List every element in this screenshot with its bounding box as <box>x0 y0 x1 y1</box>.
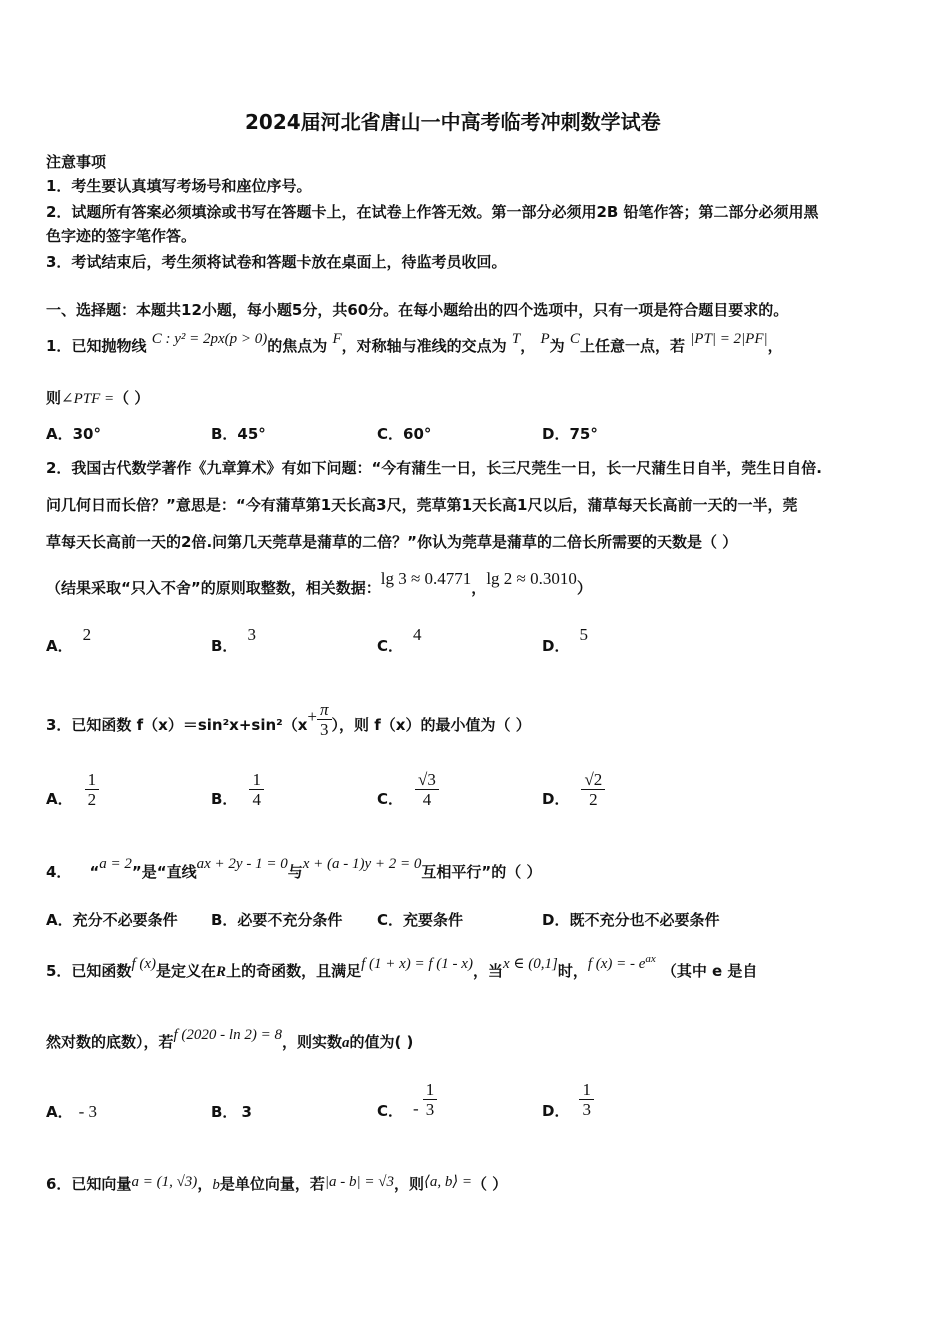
question-4-stem <box>46 856 542 883</box>
question-1-text: 上任意一点，若 <box>579 337 685 355</box>
question-2-text: ， <box>471 579 487 597</box>
question-3-option-c <box>377 770 439 809</box>
option-value: 5 <box>579 625 588 644</box>
option-fraction <box>85 770 100 809</box>
notice-item-2-cont: 色字迹的签字笔作答。 <box>46 227 197 245</box>
fraction-numerator: 1 <box>423 1080 438 1100</box>
option-value: - 3 <box>78 1102 98 1121</box>
fraction-denominator: 2 <box>87 790 97 809</box>
option-label: B． <box>211 637 238 655</box>
function-definition: f (x) = - e <box>587 956 646 972</box>
fraction-denominator: 2 <box>589 790 598 809</box>
domain-interval: x ∈ (0,1] <box>502 956 558 972</box>
question-4-number: 4． <box>46 863 72 881</box>
angle-between-vectors: ⟨a, b⟩ = <box>423 1174 473 1190</box>
focus-F: F <box>332 331 342 347</box>
condition-a-equals-2: a = 2 <box>99 856 132 872</box>
question-2-line-1: 2．我国古代数学著作《九章算术》有如下问题：“今有蒲生一日，长三尺莞生一日，长一尺蒲生日自半，莞生日自倍. <box>46 459 822 477</box>
question-1-text: ， <box>767 337 783 355</box>
option-label: B． <box>211 790 238 808</box>
line-2-equation: x + (a - 1)y + 2 = 0 <box>302 856 422 872</box>
question-6-text: ， <box>197 1175 213 1193</box>
question-5-option-d <box>542 1080 594 1119</box>
fraction-denominator: 3 <box>425 1100 435 1119</box>
page-title: 2024届河北省唐山一中高考临考冲刺数学试卷 <box>245 110 661 134</box>
question-1-text: ，对称轴与准线的交点为 <box>341 337 507 355</box>
fraction-denominator: 4 <box>422 790 432 809</box>
fraction-numerator: √2 <box>581 770 605 790</box>
exponent-ax: ax <box>645 953 656 965</box>
option-label: A． <box>46 637 73 655</box>
pi-over-three <box>317 700 332 739</box>
question-6-text: 是单位向量，若 <box>219 1175 325 1193</box>
question-4-text: 与 <box>287 863 303 881</box>
question-5-text: 上的奇函数，且满足 <box>226 962 362 980</box>
parabola-equation: C : y² = 2px(p > 0) <box>151 331 268 347</box>
fraction-denominator: 3 <box>582 1100 591 1119</box>
notice-item-2: 2．试题所有答案必须填涂或书写在答题卡上，在试卷上作答无效。第一部分必须用2B 铅笔作答；第二部分必须用黑 <box>46 203 819 221</box>
question-2-text: （结果采取“只入不舍”的原则取整数，相关数据： <box>46 579 381 597</box>
question-5-line-1 <box>46 953 758 982</box>
real-numbers-R: R <box>216 964 227 980</box>
minus-sign: - <box>413 1099 419 1118</box>
option-label: D． <box>542 637 570 655</box>
question-1-line-1 <box>46 331 783 357</box>
answer-blank: （ ） <box>472 1175 508 1193</box>
option-value: 3 <box>241 1103 252 1121</box>
question-1-option-c: C．60° <box>377 425 432 443</box>
line-1-equation: ax + 2y - 1 = 0 <box>196 856 288 872</box>
question-5-line-2 <box>46 1027 414 1053</box>
question-5-option-c <box>377 1080 437 1119</box>
question-2-option-c <box>377 625 422 656</box>
question-1-text: 则 <box>46 389 62 407</box>
question-5-text: 5．已知函数 <box>46 962 132 980</box>
notice-item-3: 3．考试结束后，考生须将试卷和答题卡放在桌面上，待监考员收回。 <box>46 253 507 271</box>
question-2-option-b <box>211 625 256 656</box>
function-value-condition: f (2020 - ln 2) = 8 <box>173 1027 282 1043</box>
option-label: C． <box>377 637 404 655</box>
question-3-stem <box>46 700 531 745</box>
notice-heading: 注意事项 <box>46 153 107 171</box>
option-fraction <box>423 1080 438 1119</box>
question-4-text: “ <box>89 863 100 881</box>
vector-a: a = (1, √3) <box>131 1174 198 1190</box>
question-6-text: ，则 <box>393 1175 424 1193</box>
question-3-text: 3．已知函数 f（x）＝sin²x+sin²（x <box>46 716 308 734</box>
question-5-text: 的值为( ) <box>349 1033 414 1051</box>
question-4-text: ”是“直线 <box>131 863 197 881</box>
lg2-value: lg 2 ≈ 0.3010 <box>486 569 577 588</box>
option-fraction <box>581 770 605 809</box>
plus-sign: + <box>307 707 318 726</box>
section-heading: 一、选择题：本题共12小题，每小题5分，共60分。在每小题给出的四个选项中，只有一项是符合题目要求的。 <box>46 301 789 319</box>
option-label: C． <box>377 1102 404 1120</box>
function-f-x: f (x) <box>131 956 157 972</box>
distance-condition: |PT| = 2|PF| <box>690 331 768 347</box>
vector-b: b <box>212 1177 220 1193</box>
option-label: D． <box>542 790 570 808</box>
question-1-text: 为 <box>549 337 565 355</box>
question-3-option-d <box>542 770 605 809</box>
question-4-option-a: A．充分不必要条件 <box>46 911 178 929</box>
symmetry-condition: f (1 + x) = f (1 - x) <box>361 956 473 972</box>
point-P: P <box>540 331 550 347</box>
option-label: D． <box>542 1102 570 1120</box>
question-5-option-a <box>46 1102 97 1122</box>
option-fraction <box>249 770 264 809</box>
question-5-text: ，则实数 <box>281 1033 342 1051</box>
question-3-text: ），则 f（x）的最小值为（ ） <box>331 716 531 734</box>
question-1-number: 1． <box>46 337 72 355</box>
fraction-numerator: √3 <box>415 770 439 790</box>
question-1-text: 的焦点为 <box>267 337 328 355</box>
question-2-option-a <box>46 625 92 656</box>
option-label: A． <box>46 790 73 808</box>
fraction-denominator: 4 <box>252 790 261 809</box>
curve-C: C <box>569 331 580 347</box>
question-4-text: 互相平行”的（ ） <box>421 863 542 881</box>
option-value: 3 <box>247 625 256 644</box>
question-6-text: 6．已知向量 <box>46 1175 132 1193</box>
point-T: T <box>511 331 521 347</box>
question-3-option-b <box>211 770 264 809</box>
question-5-text: （其中 e 是自 <box>661 962 758 980</box>
option-label: A． <box>46 1103 73 1121</box>
notice-item-1: 1．考生要认真填写考场号和座位序号。 <box>46 177 312 195</box>
question-6-stem <box>46 1174 507 1195</box>
fraction-numerator: 1 <box>249 770 264 790</box>
question-1-text: ， <box>520 337 536 355</box>
question-1-option-a: A．30° <box>46 425 101 443</box>
answer-blank: （ ） <box>114 389 150 407</box>
angle-PTF: ∠PTF = <box>61 391 115 407</box>
question-2-text: ） <box>576 579 592 597</box>
question-5-text: 是定义在 <box>156 962 217 980</box>
question-2-line-4 <box>46 569 592 598</box>
question-1-line-2 <box>46 388 149 409</box>
option-label: C． <box>377 790 404 808</box>
fraction-numerator: 1 <box>579 1080 594 1100</box>
fraction-denominator: 3 <box>320 720 329 739</box>
vector-difference-condition: |a - b| = √3 <box>324 1174 394 1190</box>
question-1-text: 已知抛物线 <box>71 337 147 355</box>
option-label: B． <box>211 1103 238 1121</box>
option-value: 2 <box>82 625 92 644</box>
variable-a: a <box>341 1035 350 1051</box>
question-5-text: ，当 <box>472 962 503 980</box>
question-3-option-a <box>46 770 99 809</box>
question-2-option-d <box>542 625 588 656</box>
question-4-option-d: D．既不充分也不必要条件 <box>542 911 720 929</box>
fraction-numerator: 1 <box>85 770 100 790</box>
question-5-text: 然对数的底数），若 <box>46 1033 174 1051</box>
option-fraction <box>579 1080 594 1119</box>
question-4-option-b: B．必要不充分条件 <box>211 911 343 929</box>
lg3-value: lg 3 ≈ 0.4771 <box>380 569 472 588</box>
question-1-option-d: D．75° <box>542 425 598 443</box>
question-2-line-2: 问几何日而长倍？”意思是：“今有蒲草第1天长高3尺，莞草第1天长高1尺以后，蒲草每天长高前一天的一半，莞 <box>46 496 798 514</box>
question-4-option-c: C．充要条件 <box>377 911 464 929</box>
option-value: 4 <box>413 625 422 644</box>
option-fraction <box>415 770 439 809</box>
question-5-text: 时， <box>557 962 588 980</box>
question-2-line-3: 草每天长高前一天的2倍.问第几天莞草是蒲草的二倍？”你认为莞草是蒲草的二倍长所需要的天数是（ ） <box>46 533 738 551</box>
question-5-option-b <box>211 1102 252 1122</box>
fraction-numerator: π <box>317 700 332 720</box>
question-1-option-b: B．45° <box>211 425 266 443</box>
